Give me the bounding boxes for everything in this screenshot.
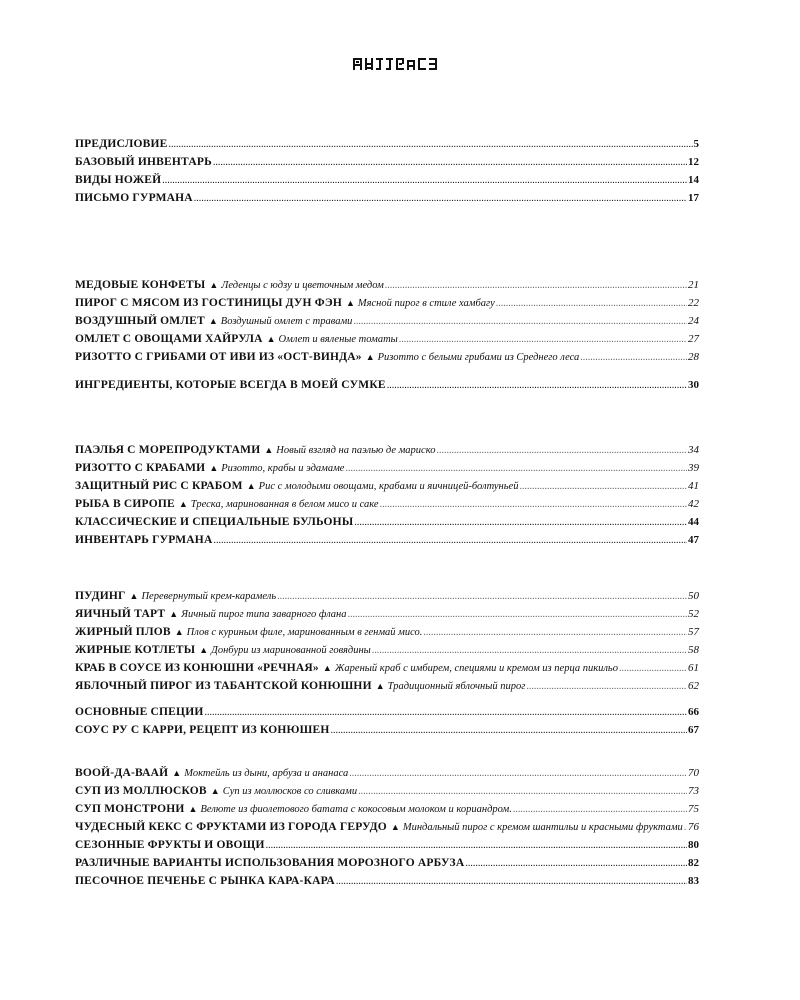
- toc-entry[interactable]: [75, 590, 699, 606]
- toc-entry-subtitle: Традиционный яблочный пирог: [387, 681, 526, 692]
- triangle-separator-icon: ▲: [266, 334, 276, 344]
- toc-entry-subtitle: Донбури из маринованной говядины: [211, 645, 371, 656]
- toc-entry-title: ЖИРНЫЕ КОТЛЕТЫ: [75, 644, 196, 656]
- toc-entry[interactable]: [75, 351, 699, 367]
- dot-leader: [526, 681, 687, 692]
- toc-page-number: 70: [688, 767, 699, 779]
- toc-entry[interactable]: [75, 279, 699, 295]
- toc-page-number: 14: [688, 174, 699, 186]
- dot-leader: [194, 193, 687, 204]
- toc-entry[interactable]: [75, 534, 699, 550]
- dot-leader: [436, 445, 687, 456]
- toc-page-number: 61: [688, 662, 699, 674]
- toc-entry[interactable]: [75, 462, 699, 478]
- toc-entry-title: ЧУДЕСНЫЙ КЕКС С ФРУКТАМИ ИЗ ГОРОДА ГЕРУДО: [75, 821, 387, 833]
- toc-entry[interactable]: [75, 662, 699, 678]
- dot-leader: [358, 786, 687, 797]
- toc-page-number: 21: [688, 279, 699, 291]
- toc-entry-subtitle: Омлет и вяленые томаты: [278, 334, 398, 345]
- toc-entry[interactable]: [75, 156, 699, 172]
- toc-entry-title: ПИРОГ С МЯСОМ ИЗ ГОСТИНИЦЫ ДУН ФЭН: [75, 297, 342, 309]
- toc-entry-title: ОСНОВНЫЕ СПЕЦИИ: [75, 706, 204, 718]
- toc-entry[interactable]: [75, 724, 699, 740]
- toc-entry-title: ВОЗДУШНЫЙ ОМЛЕТ: [75, 315, 205, 327]
- toc-page-number: 5: [693, 138, 699, 150]
- toc-entry-title: ОМЛЕТ С ОВОЩАМИ ХАЙРУЛА: [75, 333, 263, 345]
- toc-page-number: 42: [688, 498, 699, 510]
- toc-page-number: 17: [688, 192, 699, 204]
- dot-leader: [205, 707, 688, 718]
- toc-page-number: 22: [688, 297, 699, 309]
- toc-page-number: 28: [688, 351, 699, 363]
- toc-entry[interactable]: [75, 444, 699, 460]
- triangle-separator-icon: ▲: [172, 768, 182, 778]
- triangle-separator-icon: ▲: [178, 499, 188, 509]
- toc-entry-title: КРАБ В СОУСЕ ИЗ КОНЮШНИ «РЕЧНАЯ»: [75, 662, 319, 674]
- toc-entry-subtitle: Ризотто с белыми грибами из Среднего леса: [377, 352, 580, 363]
- toc-page-number: 76: [688, 821, 699, 833]
- toc-entry-subtitle: Рис с молодыми овощами, крабами и яичницей-болтуньей: [258, 481, 519, 492]
- dot-leader: [348, 609, 687, 620]
- toc-entry-title: СУП МОНСТРОНИ: [75, 803, 185, 815]
- toc-entry[interactable]: [75, 379, 699, 395]
- triangle-separator-icon: ▲: [365, 352, 375, 362]
- dot-leader: [330, 725, 687, 736]
- triangle-separator-icon: ▲: [390, 822, 400, 832]
- toc-entry[interactable]: [75, 516, 699, 532]
- toc-entry-title: ИНВЕНТАРЬ ГУРМАНА: [75, 534, 213, 546]
- triangle-separator-icon: ▲: [322, 663, 332, 673]
- toc-page-number: 12: [688, 156, 699, 168]
- triangle-separator-icon: ▲: [169, 609, 179, 619]
- toc-page-number: 66: [688, 706, 699, 718]
- toc-entry-title: ПИСЬМО ГУРМАНА: [75, 192, 193, 204]
- toc-entry[interactable]: [75, 821, 699, 837]
- toc-entry-subtitle: Леденцы с юдзу и цветочным медом: [221, 280, 384, 291]
- toc-page-number: 24: [688, 315, 699, 327]
- dot-leader: [465, 858, 687, 869]
- toc-entry-title: ЗАЩИТНЫЙ РИС С КРАБОМ: [75, 480, 243, 492]
- toc-page-number: 67: [688, 724, 699, 736]
- toc-entry[interactable]: [75, 192, 699, 208]
- toc-entry-title: РИЗОТТО С КРАБАМИ: [75, 462, 206, 474]
- triangle-separator-icon: ▲: [210, 786, 220, 796]
- dot-leader: [385, 280, 687, 291]
- toc-page-number: 58: [688, 644, 699, 656]
- toc-page-number: 27: [688, 333, 699, 345]
- triangle-separator-icon: ▲: [188, 804, 198, 814]
- toc-entry-title: ПЕСОЧНОЕ ПЕЧЕНЬЕ С РЫНКА КАРА-КАРА: [75, 875, 335, 887]
- toc-entry-subtitle: Моктейль из дыни, арбуза и ананаса: [184, 768, 349, 779]
- toc-page-number: 62: [688, 680, 699, 692]
- dot-leader: [513, 804, 687, 815]
- toc-entry-title: ВИДЫ НОЖЕЙ: [75, 174, 162, 186]
- toc-entry[interactable]: [75, 803, 699, 819]
- dot-leader: [399, 334, 687, 345]
- triangle-separator-icon: ▲: [129, 591, 139, 601]
- toc-entry[interactable]: [75, 875, 699, 891]
- toc-entry-subtitle: Новый взгляд на паэлью де мариско: [276, 445, 436, 456]
- toc-entry[interactable]: [75, 480, 699, 496]
- toc-entry[interactable]: [75, 644, 699, 660]
- toc-page-number: 41: [688, 480, 699, 492]
- toc-entry-subtitle: Яичный пирог типа заварного флана: [181, 609, 347, 620]
- toc-entry-title: ВООЙ-ДА-ВААЙ: [75, 767, 169, 779]
- dot-leader: [213, 157, 687, 168]
- toc-entry-title: БАЗОВЫЙ ИНВЕНТАРЬ: [75, 156, 212, 168]
- toc-page-number: 57: [688, 626, 699, 638]
- triangle-separator-icon: ▲: [208, 316, 218, 326]
- toc-entry[interactable]: [75, 608, 699, 624]
- dot-leader: [619, 663, 687, 674]
- toc-entry-title: РИЗОТТО С ГРИБАМИ ОТ ИВИ ИЗ «ОСТ-ВИНДА»: [75, 351, 362, 363]
- toc-entry[interactable]: [75, 297, 699, 313]
- dot-leader: [353, 316, 687, 327]
- triangle-separator-icon: ▲: [345, 298, 355, 308]
- toc-page-number: 44: [688, 516, 699, 528]
- dot-leader: [345, 463, 687, 474]
- hylian-glyphs-icon: [352, 56, 448, 72]
- triangle-separator-icon: ▲: [375, 681, 385, 691]
- dot-leader: [162, 175, 687, 186]
- toc-entry-title: РАЗЛИЧНЫЕ ВАРИАНТЫ ИСПОЛЬЗОВАНИЯ МОРОЗНОГО АРБУЗА: [75, 857, 465, 869]
- toc-page-number: 39: [688, 462, 699, 474]
- toc-entry-title: КЛАССИЧЕСКИЕ И СПЕЦИАЛЬНЫЕ БУЛЬОНЫ: [75, 516, 354, 528]
- toc-entry[interactable]: [75, 333, 699, 349]
- toc-entry[interactable]: [75, 498, 699, 514]
- dot-leader: [354, 517, 687, 528]
- dot-leader: [387, 380, 687, 391]
- toc-entry-title: СУП ИЗ МОЛЛЮСКОВ: [75, 785, 207, 797]
- toc-entry-title: ЖИРНЫЙ ПЛОВ: [75, 626, 171, 638]
- toc-entry-subtitle: Жареный краб с имбирем, специями и кремом из перца пикильо: [334, 663, 618, 674]
- toc-entry-subtitle: Перевернутый крем-карамель: [141, 591, 277, 602]
- toc-entry[interactable]: [75, 315, 699, 331]
- triangle-separator-icon: ▲: [209, 463, 219, 473]
- dot-leader: [380, 499, 687, 510]
- toc-entry-subtitle: Суп из моллюсков со сливками: [222, 786, 358, 797]
- toc-page-number: 75: [688, 803, 699, 815]
- toc-entry[interactable]: [75, 785, 699, 801]
- dot-leader: [496, 298, 687, 309]
- toc-page-number: 52: [688, 608, 699, 620]
- dot-leader: [213, 535, 687, 546]
- toc-entry-subtitle: Мясной пирог в стиле хамбагу: [357, 298, 495, 309]
- toc-entry[interactable]: [75, 626, 699, 642]
- toc-page-number: 80: [688, 839, 699, 851]
- toc-entry-title: МЕДОВЫЕ КОНФЕТЫ: [75, 279, 206, 291]
- triangle-separator-icon: ▲: [209, 280, 219, 290]
- toc-page-number: 34: [688, 444, 699, 456]
- dot-leader: [336, 876, 687, 887]
- toc-entry-title: ЯИЧНЫЙ ТАРТ: [75, 608, 166, 620]
- toc-page-number: 47: [688, 534, 699, 546]
- toc-entry[interactable]: [75, 138, 699, 154]
- dot-leader: [349, 768, 687, 779]
- toc-entry[interactable]: [75, 680, 699, 696]
- toc-entry-subtitle: Плов с куриным филе, маринованным в генмай мисо.: [186, 627, 423, 638]
- toc-entry-title: РЫБА В СИРОПЕ: [75, 498, 175, 510]
- toc-entry-title: ПАЭЛЬЯ С МОРЕПРОДУКТАМИ: [75, 444, 261, 456]
- triangle-separator-icon: ▲: [174, 627, 184, 637]
- hylian-title-logo: [0, 56, 800, 77]
- dot-leader: [423, 627, 687, 638]
- toc-page-number: 83: [688, 875, 699, 887]
- dot-leader: [277, 591, 687, 602]
- toc-entry-title: ПУДИНГ: [75, 590, 126, 602]
- toc-page-number: 30: [688, 379, 699, 391]
- toc-entry-subtitle: Велюте из фиолетового батата с кокосовым молоком и кориандром.: [200, 804, 512, 815]
- triangle-separator-icon: ▲: [246, 481, 256, 491]
- toc-page-number: 82: [688, 857, 699, 869]
- dot-leader: [372, 645, 687, 656]
- toc-page-number: 73: [688, 785, 699, 797]
- dot-leader: [266, 840, 687, 851]
- toc-entry-title: СОУС РУ С КАРРИ, РЕЦЕПТ ИЗ КОНЮШЕН: [75, 724, 330, 736]
- dot-leader: [519, 481, 687, 492]
- toc-entry-title: ПРЕДИСЛОВИЕ: [75, 138, 168, 150]
- toc-entry-subtitle: Треска, маринованная в белом мисо и саке: [190, 499, 379, 510]
- toc-entry-subtitle: Воздушный омлет с травами: [220, 316, 353, 327]
- toc-entry-title: СЕЗОННЫЕ ФРУКТЫ И ОВОЩИ: [75, 839, 265, 851]
- toc-entry-subtitle: Миндальный пирог с кремом шантильи и красными фруктами: [402, 822, 683, 833]
- triangle-separator-icon: ▲: [264, 445, 274, 455]
- toc-entry[interactable]: [75, 767, 699, 783]
- dot-leader: [684, 822, 687, 833]
- dot-leader: [580, 352, 687, 363]
- dot-leader: [169, 139, 693, 150]
- toc-entry[interactable]: [75, 857, 699, 873]
- toc-entry-title: ИНГРЕДИЕНТЫ, КОТОРЫЕ ВСЕГДА В МОЕЙ СУМКЕ: [75, 379, 386, 391]
- toc-entry-subtitle: Ризотто, крабы и эдамаме: [221, 463, 345, 474]
- toc-entry-title: ЯБЛОЧНЫЙ ПИРОГ ИЗ ТАБАНТСКОЙ КОНЮШНИ: [75, 680, 372, 692]
- toc-page-number: 50: [688, 590, 699, 602]
- toc-entry[interactable]: [75, 174, 699, 190]
- toc-entry[interactable]: [75, 839, 699, 855]
- toc-entry[interactable]: [75, 706, 699, 722]
- triangle-separator-icon: ▲: [199, 645, 209, 655]
